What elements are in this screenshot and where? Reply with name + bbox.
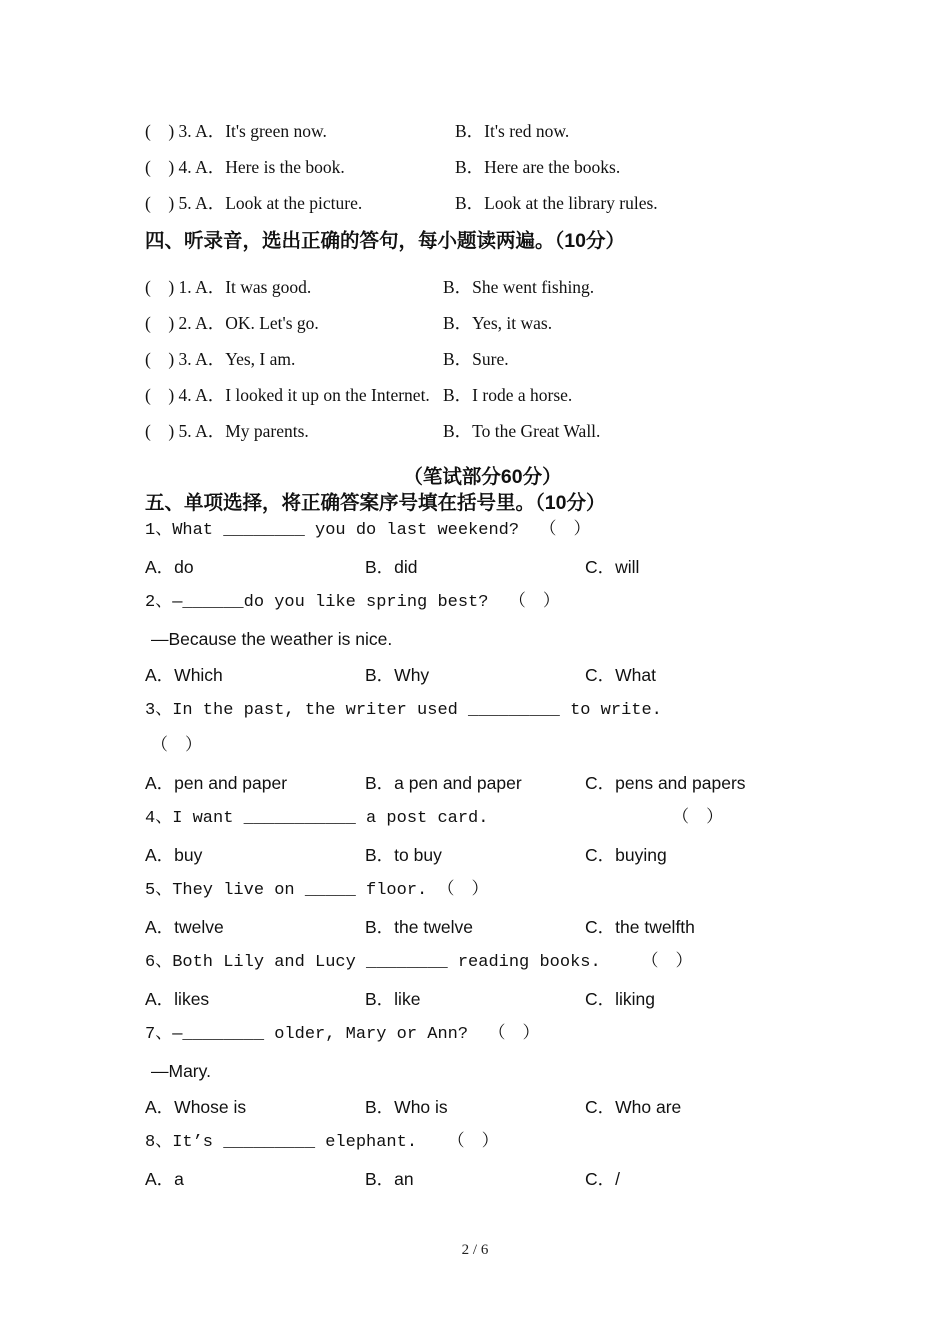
- listening-option-a: ( ) 4. A．Here is the book.: [145, 157, 345, 177]
- question-stem: 2、—______do you like spring best? （ ）: [145, 593, 560, 612]
- question-stem: 1、What ________ you do last weekend? （ ）: [145, 521, 591, 540]
- question-stem: 5、They live on _____ floor. （ ）: [145, 881, 489, 900]
- option-b: B．Who is: [365, 1097, 448, 1117]
- listening-option-a: ( ) 3. A．Yes, I am.: [145, 349, 296, 369]
- option-c: C．pens and papers: [585, 773, 746, 793]
- question-stem: 4、I want ___________ a post card. （ ）: [145, 809, 724, 828]
- option-a: A．buy: [145, 845, 203, 865]
- option-b: B．Why: [365, 665, 430, 685]
- option-c: C．What: [585, 665, 656, 685]
- section4-title: 四、听录音，选出正确的答句，每小题读两遍。（10分）: [145, 230, 625, 252]
- listening-item: [145, 156, 820, 178]
- listening-option-b: B．It's red now.: [455, 121, 570, 141]
- listening-option-a: ( ) 3. A．It's green now.: [145, 121, 327, 141]
- question-stem: 7、—________ older, Mary or Ann? （ ）: [145, 1025, 540, 1044]
- answer-bracket: （ ）: [151, 737, 202, 756]
- option-b: B．an: [365, 1169, 414, 1189]
- listening-option-b: B．To the Great Wall.: [443, 421, 601, 441]
- option-c: C．liking: [585, 989, 656, 1009]
- written-part-header: （笔试部分60分）: [403, 466, 562, 488]
- option-c: C．Who are: [585, 1097, 682, 1117]
- option-b: B．the twelve: [365, 917, 473, 937]
- option-row: [145, 988, 820, 1010]
- option-c: C．/: [585, 1169, 620, 1189]
- option-row: [145, 844, 820, 866]
- listening-item: [145, 276, 820, 298]
- option-a: A．do: [145, 557, 194, 577]
- listening-option-a: ( ) 5. A．My parents.: [145, 421, 309, 441]
- option-a: A．likes: [145, 989, 210, 1009]
- listening-item: [145, 384, 820, 406]
- question-followup: —Mary.: [151, 1061, 211, 1081]
- listening-option-a: ( ) 4. A．I looked it up on the Internet.: [145, 385, 430, 405]
- listening-option-a: ( ) 2. A．OK. Let's go.: [145, 313, 319, 333]
- option-a: A．a: [145, 1169, 184, 1189]
- listening-item: [145, 192, 820, 214]
- question-followup: —Because the weather is nice.: [151, 629, 393, 649]
- listening-option-b: B．Sure.: [443, 349, 509, 369]
- option-a: A．Whose is: [145, 1097, 247, 1117]
- option-row: [145, 1096, 820, 1118]
- option-c: C．will: [585, 557, 640, 577]
- option-row: [145, 1168, 820, 1190]
- listening-option-a: ( ) 1. A．It was good.: [145, 277, 312, 297]
- question-stem: 6、Both Lily and Lucy ________ reading books. （ ）: [145, 953, 693, 972]
- option-a: A．twelve: [145, 917, 224, 937]
- listening-item: [145, 120, 820, 142]
- question-stem: 8、It’s _________ elephant. （ ）: [145, 1133, 499, 1152]
- option-row: [145, 664, 820, 686]
- option-b: B．like: [365, 989, 421, 1009]
- listening-option-a: ( ) 5. A．Look at the picture.: [145, 193, 363, 213]
- listening-option-b: B．Here are the books.: [455, 157, 621, 177]
- listening-option-b: B．She went fishing.: [443, 277, 595, 297]
- listening-item: [145, 420, 820, 442]
- listening-item: [145, 312, 820, 334]
- listening-option-b: B．Look at the library rules.: [455, 193, 658, 213]
- option-b: B．to buy: [365, 845, 442, 865]
- option-row: [145, 916, 820, 938]
- option-c: C．buying: [585, 845, 667, 865]
- option-c: C．the twelfth: [585, 917, 695, 937]
- option-row: [145, 556, 820, 578]
- section5-title: 五、单项选择，将正确答案序号填在括号里。（10分）: [145, 492, 606, 514]
- page-number: 2 / 6: [461, 1242, 489, 1258]
- option-a: A．Which: [145, 665, 223, 685]
- listening-option-b: B．Yes, it was.: [443, 313, 553, 333]
- option-b: B．did: [365, 557, 418, 577]
- option-b: B．a pen and paper: [365, 773, 522, 793]
- option-a: A．pen and paper: [145, 773, 288, 793]
- option-row: [145, 772, 820, 794]
- question-stem: 3、In the past, the writer used _________ to write.: [145, 701, 662, 720]
- listening-option-b: B．I rode a horse.: [443, 385, 573, 405]
- listening-item: [145, 348, 820, 370]
